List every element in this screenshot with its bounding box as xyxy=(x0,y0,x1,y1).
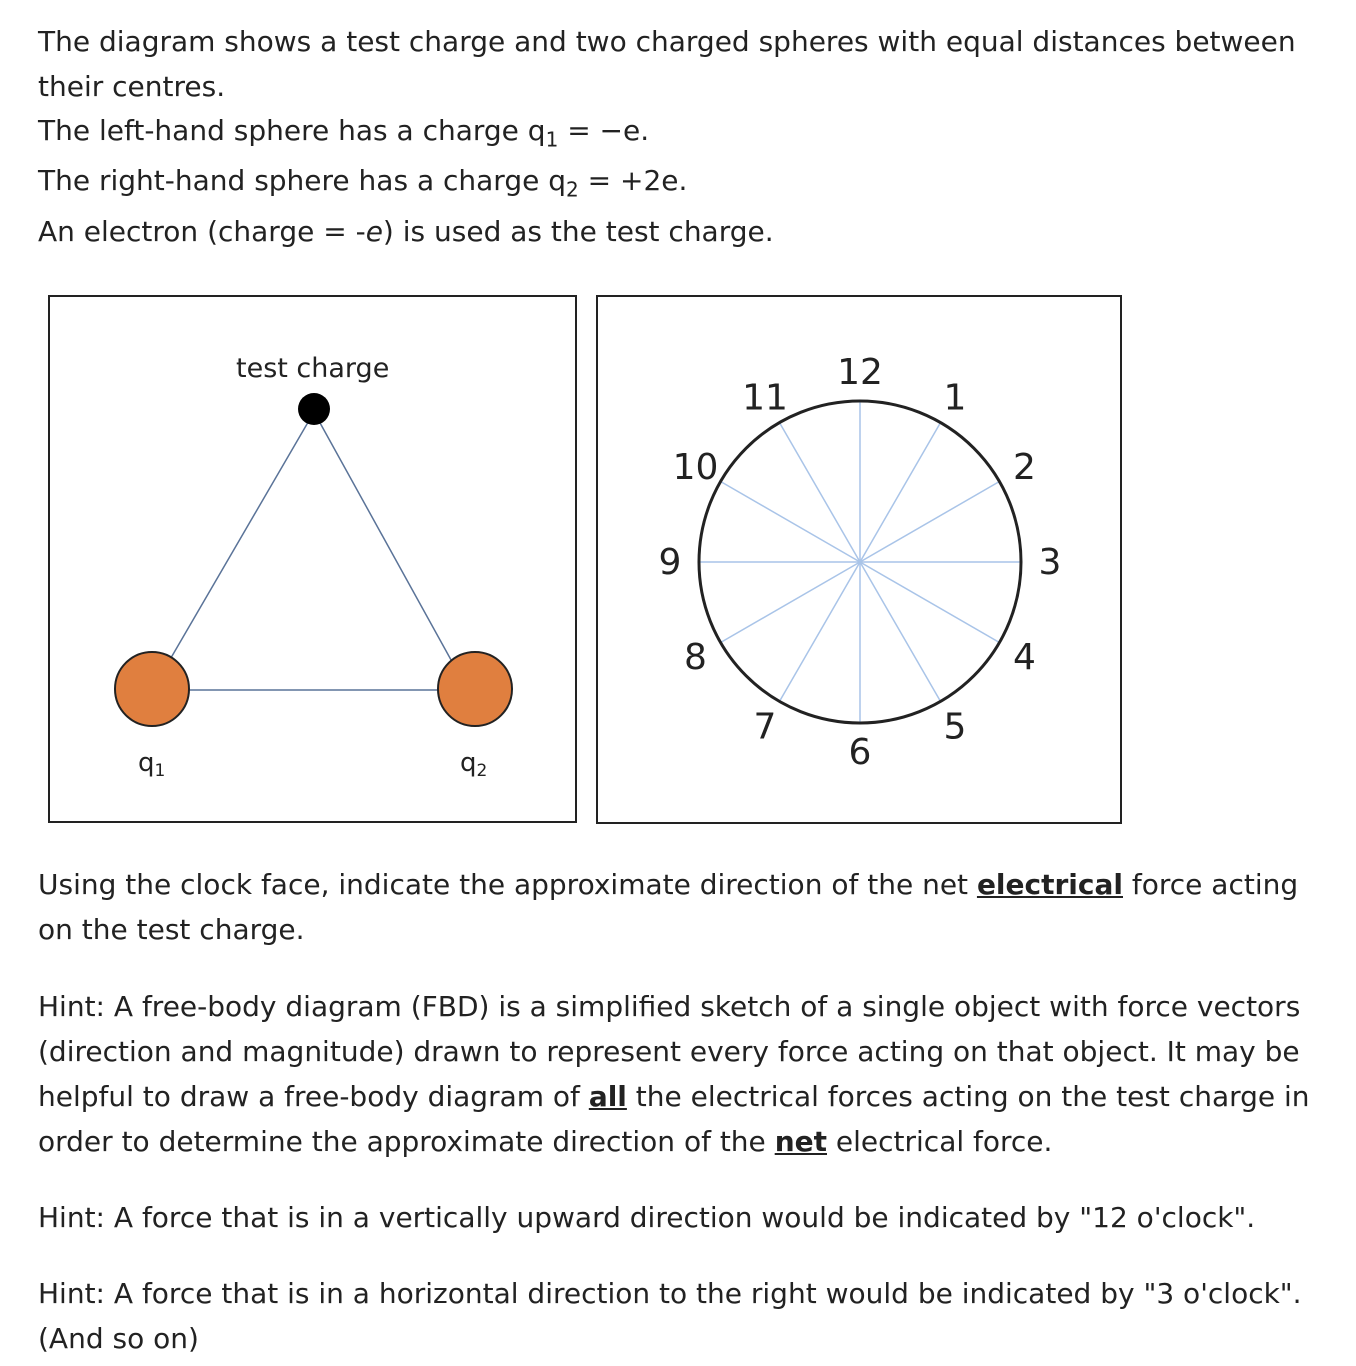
clock-numeral-12: 12 xyxy=(837,352,883,393)
q1-label: q1 xyxy=(138,748,166,781)
clock-numeral-2: 2 xyxy=(1013,447,1036,488)
clock-spoke-10 xyxy=(721,482,860,563)
q2-statement: The right-hand sphere has a charge $q_2 = +2e$. xyxy=(38,164,688,202)
clock-numeral-5: 5 xyxy=(943,706,967,748)
clock-spoke-4 xyxy=(860,562,999,643)
sphere-q2 xyxy=(438,652,512,726)
clock-spoke-8 xyxy=(721,562,860,643)
clock-numeral-7: 7 xyxy=(753,706,777,748)
q2-label: q2 xyxy=(460,748,488,781)
hint-fbd: Hint: A free-body diagram (FBD) is a simplified sketch of a single object with force vectors (direction and magnitude) drawn to represent every force acting on that object. It may be helpful to draw a free-body diagram of all the electrical forces acting on the test charge in order to determine the approximate direction of the net electrical force. xyxy=(38,990,1310,1158)
clock-numeral-11: 11 xyxy=(742,377,788,419)
clock-numeral-10: 10 xyxy=(672,447,719,488)
clock-numeral-6: 6 xyxy=(848,732,872,773)
clock-spoke-7 xyxy=(780,562,861,701)
clock-numeral-8: 8 xyxy=(684,637,707,678)
q1-statement: The left-hand sphere has a charge $q_1 = -e$. xyxy=(38,114,650,152)
clock-face-panel xyxy=(596,295,1122,824)
clock-spoke-5 xyxy=(860,562,941,701)
hint-three: Hint: A force that is in a horizontal direction to the right would be indicated by "3 o'clock". (And so on) xyxy=(38,1277,1302,1355)
test-charge-statement: An electron (charge = -e) is used as the test charge. xyxy=(38,215,774,248)
triangle-diagram xyxy=(48,295,577,823)
sphere-q1 xyxy=(115,652,189,726)
clock-numeral-9: 9 xyxy=(658,542,682,583)
clock-spoke-11 xyxy=(780,423,861,562)
clock-spoke-1 xyxy=(860,423,941,562)
clock-numeral-1: 1 xyxy=(943,377,967,419)
hint-twelve: Hint: A force that is in a vertically upward direction would be indicated by "12 o'clock". xyxy=(38,1201,1256,1234)
side-left xyxy=(154,412,314,687)
test-charge-label: test charge xyxy=(236,353,390,384)
clock-spoke-2 xyxy=(860,482,999,563)
question-text: Using the clock face, indicate the approximate direction of the net electrical force acting on the test charge. xyxy=(38,868,1299,946)
test-charge-dot xyxy=(298,393,330,425)
intro-sentence: The diagram shows a test charge and two charged spheres with equal distances between their centres. xyxy=(38,25,1296,103)
clock-numeral-4: 4 xyxy=(1013,637,1036,678)
clock-spokes xyxy=(699,401,1021,723)
clock-numeral-3: 3 xyxy=(1038,542,1062,583)
side-right xyxy=(314,412,466,687)
